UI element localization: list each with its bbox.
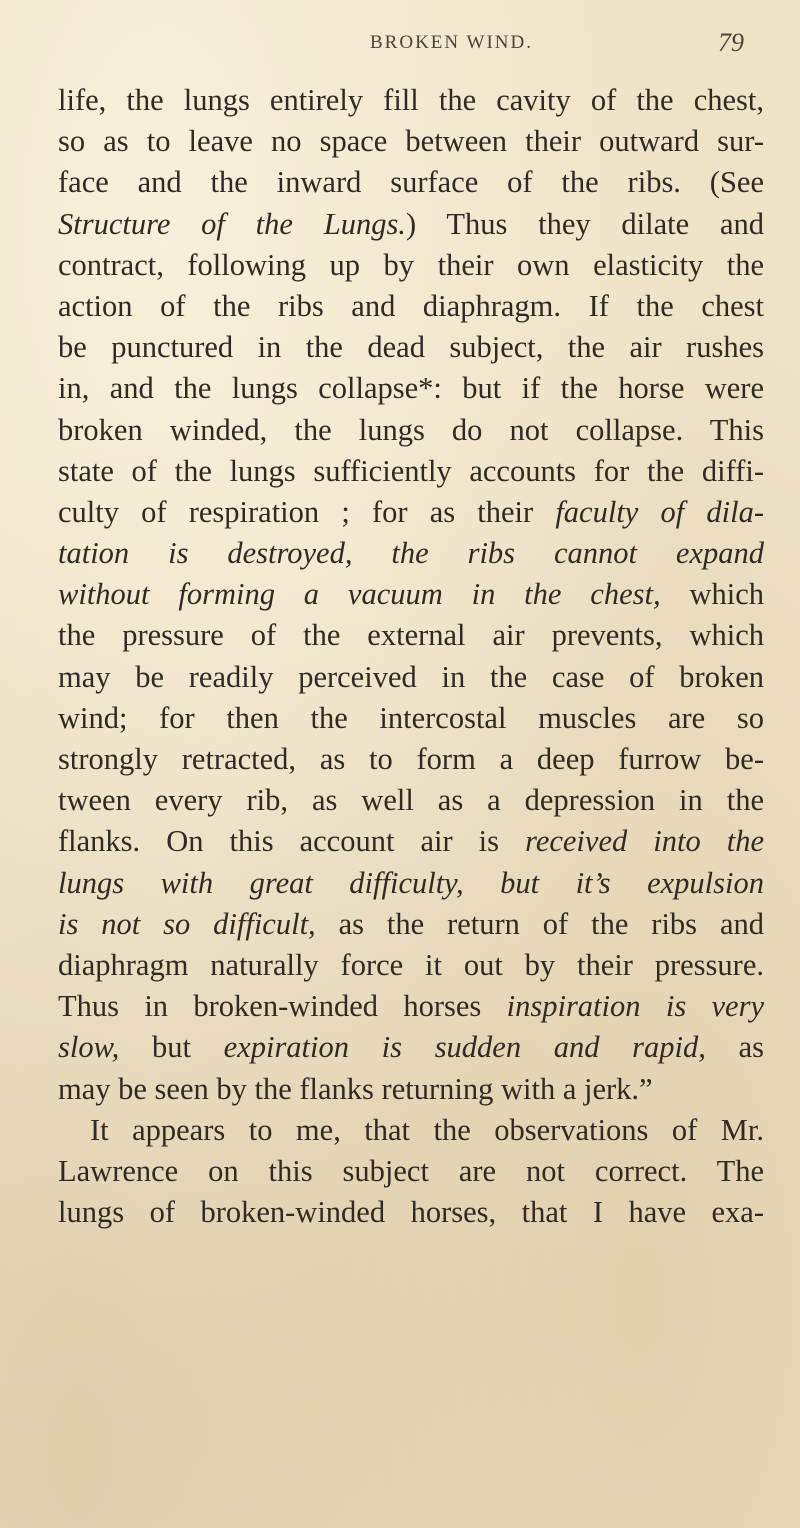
text-segment: in, and the lungs collapse*: but if the horse were [58, 371, 764, 406]
text-line [58, 368, 764, 409]
text-segment: diaphragm naturally force it out by their pressure. [58, 947, 764, 982]
italic-text: expiration is sudden and rapid, [223, 1030, 706, 1065]
text-segment [352, 536, 391, 570]
text-line [58, 615, 764, 656]
text-segment: tween every rib, as well as a depression in the [58, 783, 764, 818]
text-line [58, 121, 764, 162]
running-head-title: BROKEN WIND. [370, 32, 533, 53]
text-line [58, 451, 764, 492]
text-segment: Thus in broken-winded horses [58, 989, 507, 1024]
text-line [58, 698, 764, 739]
text-line [58, 1027, 764, 1068]
text-line [58, 863, 764, 904]
text-line [58, 739, 764, 780]
text-segment: may be readily perceived in the case of broken [58, 659, 764, 694]
italic-text: is not so difficult, [58, 906, 316, 941]
italic-text: the ribs cannot expand [391, 536, 764, 571]
text-line [58, 821, 764, 862]
italic-text: slow, [58, 1030, 120, 1065]
text-segment: wind; for then the intercostal muscles are so [58, 700, 764, 735]
text-line [58, 286, 764, 327]
text-segment: but [119, 1030, 224, 1065]
text-segment: flanks. On this account air is [58, 824, 526, 859]
italic-text: inspiration is very [506, 989, 764, 1024]
italic-text: tation is destroyed, [58, 536, 353, 571]
text-line [58, 162, 764, 203]
text-line [58, 1069, 764, 1110]
text-line [58, 533, 764, 574]
text-segment: as the return of the ribs and [315, 906, 764, 941]
text-segment: ) Thus they dilate and [405, 206, 764, 241]
italic-text: lungs with great difficulty, but it’s expulsion [58, 865, 764, 900]
italic-text: without forming a vacuum in the chest, [58, 577, 661, 612]
text-line [58, 986, 764, 1027]
italic-text: received into the [525, 824, 765, 859]
text-segment: as [705, 1030, 764, 1065]
text-segment: so as to leave no space between their outward sur- [58, 124, 764, 159]
text-line [58, 657, 764, 698]
text-line [58, 1110, 764, 1151]
text-segment: Lawrence on this subject are not correct. The [58, 1153, 764, 1188]
text-line [58, 574, 764, 615]
text-segment: which [660, 577, 764, 612]
text-segment: may be seen by the flanks returning with a jerk.” [58, 1071, 653, 1106]
text-line [58, 327, 764, 368]
text-segment: the pressure of the external air prevents, which [58, 618, 764, 653]
running-head [0, 20, 800, 60]
text-line [58, 204, 764, 245]
text-line [58, 410, 764, 451]
text-line [58, 904, 764, 945]
text-segment: broken winded, the lungs do not collapse. This [58, 412, 764, 447]
text-line [58, 1192, 764, 1233]
text-line [58, 945, 764, 986]
text-segment: life, the lungs entirely fill the cavity of the chest, [58, 83, 764, 117]
text-line [58, 1151, 764, 1192]
text-segment: contract, following up by their own elasticity the [58, 247, 764, 282]
text-segment: face and the inward surface of the ribs. (See [58, 165, 764, 200]
text-line [58, 245, 764, 286]
text-segment: action of the ribs and diaphragm. If the chest [58, 288, 764, 323]
text-segment: strongly retracted, as to form a deep furrow be- [58, 742, 764, 776]
italic-text: faculty of dila- [555, 494, 764, 529]
text-segment: culty of respiration ; for as their [58, 494, 556, 529]
page-number: 79 [718, 28, 744, 57]
text-segment: be punctured in the dead subject, the air rushes [58, 330, 764, 365]
body-text [58, 80, 764, 1233]
text-segment: lungs of broken-winded horses, that I have exa- [58, 1195, 764, 1230]
text-line [58, 780, 764, 821]
text-segment: state of the lungs sufficiently accounts for the diffi- [58, 453, 764, 488]
text-segment: It appears to me, that the observations of Mr. [90, 1112, 764, 1147]
text-line [58, 80, 764, 121]
italic-text: Structure of the Lungs. [58, 206, 406, 241]
text-line [58, 492, 764, 533]
